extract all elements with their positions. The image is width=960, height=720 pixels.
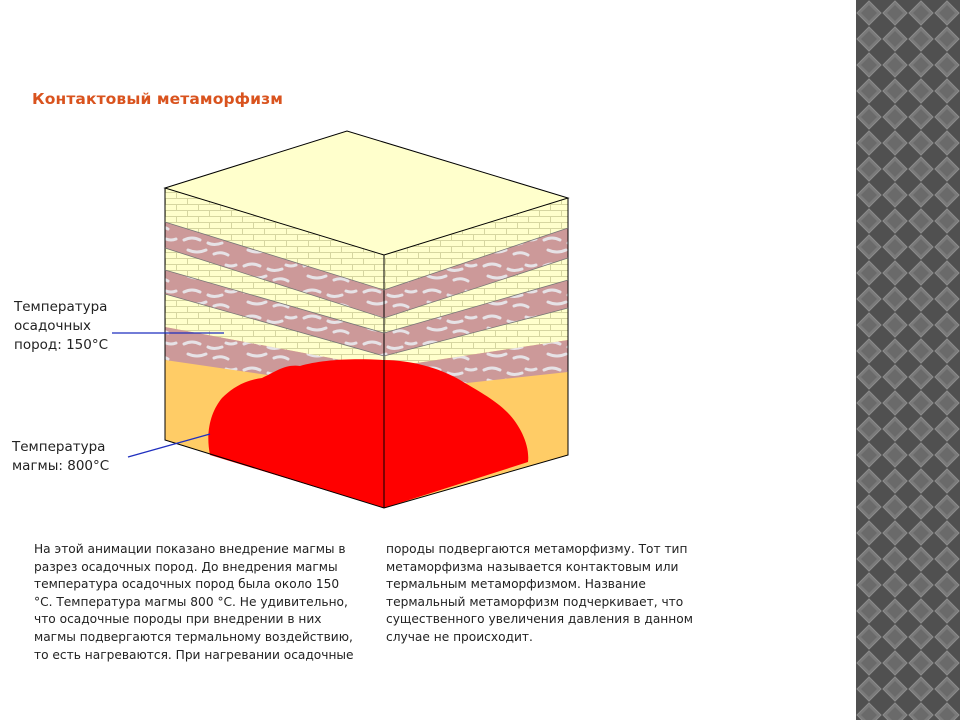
label-line: Температура bbox=[14, 299, 108, 315]
text-line: °C. Температура магмы 800 °C. Не удивительно, bbox=[34, 594, 348, 609]
text-line: случае не происходит. bbox=[386, 629, 533, 644]
text-line: термальный метаморфизм подчеркивает, что bbox=[386, 594, 684, 609]
description-column-2 bbox=[386, 541, 716, 647]
text-line: температура осадочных пород была около 150 bbox=[34, 577, 340, 592]
text-line: метаморфизма называется контактовым или bbox=[386, 559, 679, 574]
text-line: разрез осадочных пород. До внедрения магмы bbox=[34, 559, 338, 574]
text-line: существенного увеличения давления в данном bbox=[386, 612, 693, 627]
label-line: Температура bbox=[12, 439, 106, 455]
text-line: то есть нагреваются. При нагревании осадочные bbox=[34, 647, 354, 662]
slide-title: Контактовый метаморфизм bbox=[32, 90, 283, 108]
description-column-1 bbox=[34, 541, 374, 664]
text-line: термальным метаморфизмом. Название bbox=[386, 577, 646, 592]
text-line: что осадочные породы при внедрении в них bbox=[34, 612, 322, 627]
text-line: магмы подвергаются термальному воздействию, bbox=[34, 629, 353, 644]
magma-temperature-label bbox=[12, 438, 142, 476]
label-line: пород: 150°C bbox=[14, 337, 109, 353]
label-line: магмы: 800°C bbox=[12, 458, 110, 474]
text-line: породы подвергаются метаморфизму. Тот тип bbox=[386, 542, 688, 556]
sedimentary-temperature-label bbox=[14, 298, 144, 355]
text-line: На этой анимации показано внедрение магмы в bbox=[34, 542, 346, 556]
label-line: осадочных bbox=[14, 318, 91, 334]
